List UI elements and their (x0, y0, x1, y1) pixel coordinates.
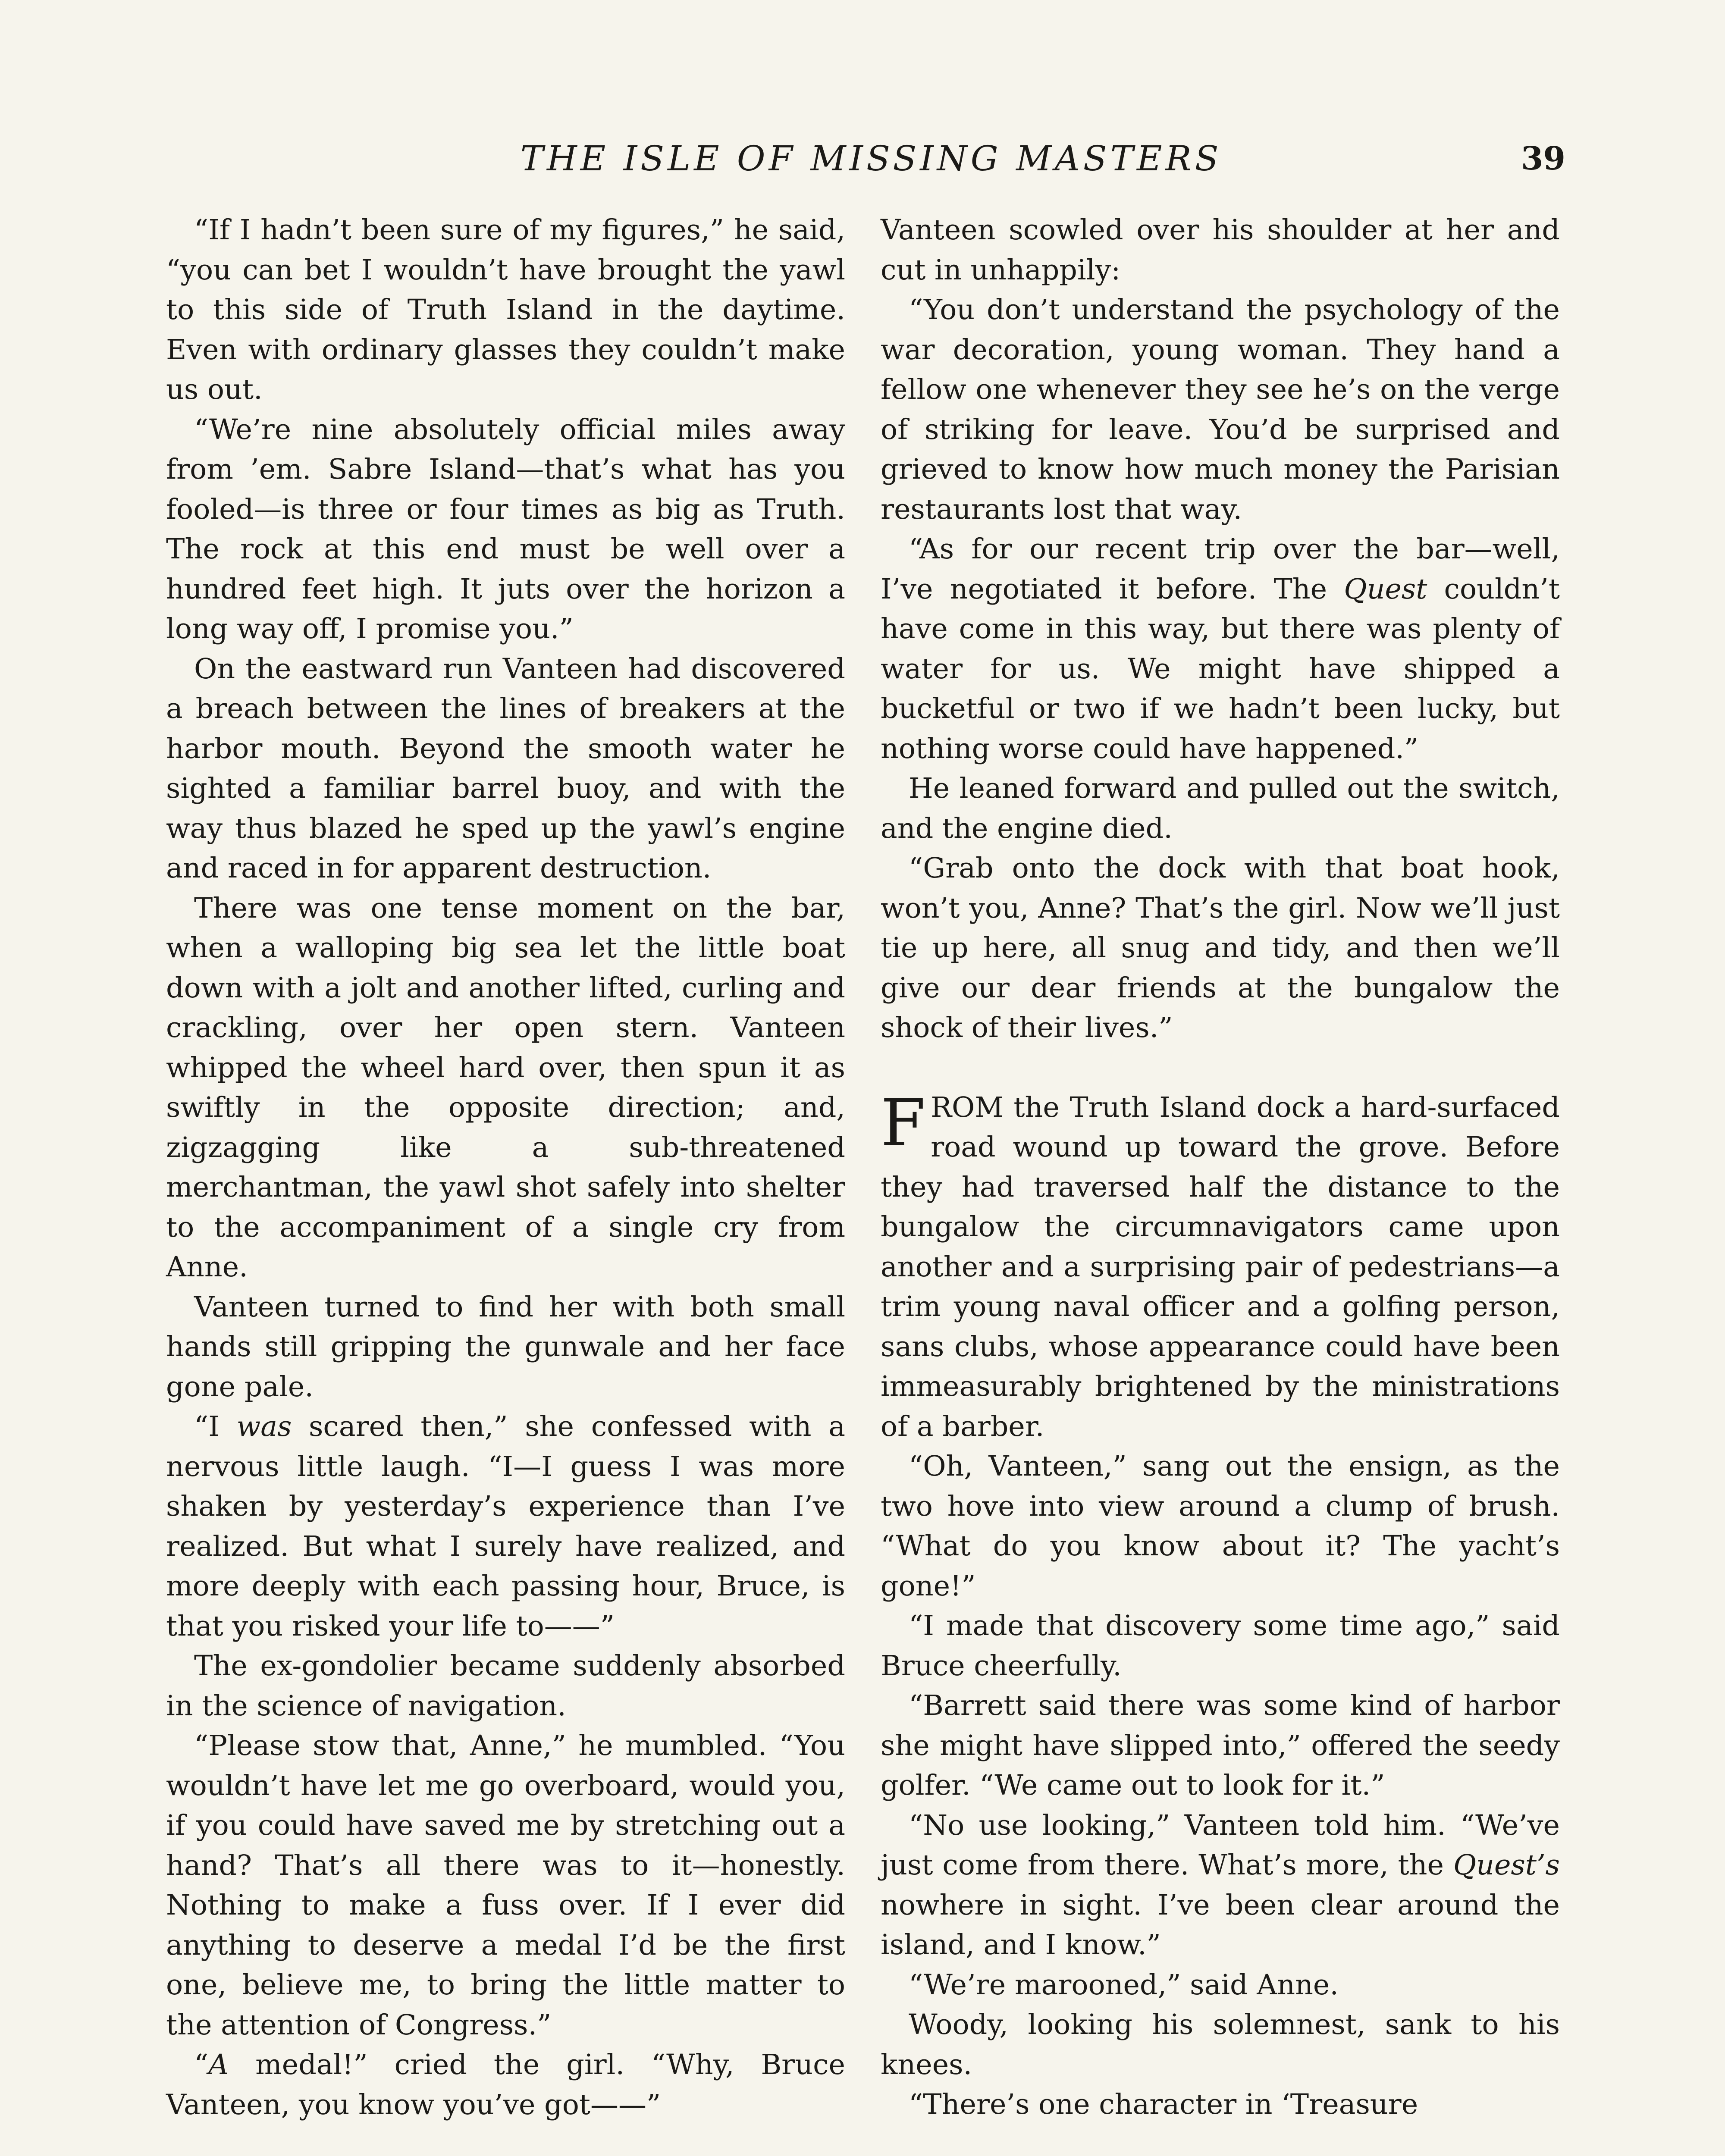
paragraph (166, 1407, 845, 1646)
paragraph: Woody, looking his solemnest, sank to his knees. (881, 2009, 1560, 2081)
section-break (881, 1048, 1560, 1088)
paragraph: “Barrett said there was some kind of harbor she might have slipped into,” offered the seedy golfer. “We came out to look for it.” (881, 1689, 1560, 1802)
paragraph: He leaned forward and pulled out the switch, and the engine died. (881, 772, 1560, 845)
paragraph: Vanteen turned to find her with both small hands still gripping the gunwale and her face gone pale. (166, 1291, 845, 1403)
paragraph: The ex-gondolier became suddenly absorbed in the science of navigation. (166, 1650, 845, 1722)
italic-emphasis: Quest (1344, 573, 1427, 605)
paragraph: On the eastward run Vanteen had discovered a breach between the lines of breakers at the harbor mouth. Beyond the smooth water he sighted a familiar barrel buoy, and with the way thus blazed he sped up the yawl’s engine and raced in for apparent destruction. (166, 652, 845, 884)
paragraph: “We’re marooned,” said Anne. (909, 1968, 1339, 2001)
paragraph: “Grab onto the dock with that boat hook, won’t you, Anne? That’s the girl. Now we’ll just tie up here, all snug and tidy, and then we’ll give our dear friends at the bungalow the shock of their lives.” (881, 852, 1560, 1044)
text-run: nowhere in sight. I’ve been clear around the island, and I know.” (881, 1889, 1560, 1961)
paragraph: “You don’t understand the psychology of the war decoration, young woman. They hand a fellow one whenever they see he’s on the verge of striking for leave. You’d be surprised and grieved to know how much money the Parisian restaurants lost that way. (881, 294, 1560, 526)
text-run: ROM the Truth Island dock a hard-surfaced road wound up toward the grove. Before they had traversed half the distance to the bungalow the circumnavigators came upon another and a surprising pair of pedestrians—a trim young naval officer and a golfing person, sans clubs, whose appearance could have been immeasurably brightened by the ministrations of a barber. (881, 1091, 1560, 1443)
italic-emphasis: was (236, 1410, 292, 1443)
paragraph: “Oh, Vanteen,” sang out the ensign, as the two hove into view around a clump of brush. “What do you know about it? The yacht’s gone!” (881, 1450, 1560, 1602)
page-number: 39 (1521, 140, 1565, 177)
right-column (881, 210, 1560, 2125)
paragraph: There was one tense moment on the bar, when a walloping big sea let the little boat down with a jolt and another lifted, curling and crackling, over her open stern. Vanteen whipped the wheel hard over, then spun it as swiftly in the opposite direction; and, zigzagging like a sub-threatened merchantman, the yawl shot safely into shelter to the accompaniment of a single cry from Anne. (166, 892, 845, 1283)
text-run: couldn’t have come in this way, but there was plenty of water for us. We might have shipped a bucketful or two if we hadn’t been lucky, but nothing worse could have happened.” (881, 573, 1560, 765)
paragraph: “There’s one character in ‘Treasure (909, 2088, 1418, 2121)
paragraph: “I made that discovery some time ago,” said Bruce cheerfully. (881, 1610, 1560, 1682)
section-opening-paragraph (881, 1085, 1560, 1447)
paragraph (881, 530, 1560, 769)
paragraph (881, 1806, 1560, 1965)
text-run: scared then,” she confessed with a nervous little laugh. “I—I guess I was more shaken by yesterday’s experience than I’ve realized. But what I surely have realized, and more deeply with each passing hour, Bruce, is that you risked your life to——” (166, 1410, 845, 1642)
paragraph: “Please stow that, Anne,” he mumbled. “You wouldn’t have let me go overboard, would you, if you could have saved me by stretching out a hand? That’s all there was to it—honestly. Nothing to make a fuss over. If I ever did anything to deserve a medal I’d be the first one, believe me, to bring the little matter to the attention of Congress.” (166, 1730, 845, 2041)
italic-emphasis: A (208, 2049, 229, 2081)
paragraph (166, 2045, 845, 2125)
left-column (166, 210, 845, 2125)
running-title: THE ISLE OF MISSING MASTERS (520, 138, 1222, 179)
paragraph: “If I hadn’t been sure of my figures,” he said, “you can bet I wouldn’t have brought the yawl to this side of Truth Island in the daytime. Even with ordinary glasses they couldn’t make us out. (166, 214, 845, 406)
text-run: “As for our recent trip over the bar—well, I’ve negotiated it before. The (881, 533, 1560, 605)
paragraph: “We’re nine absolutely official miles away from ’em. Sabre Island—that’s what has you fooled—is three or four times as big as Truth. The rock at this end must be well over a hundred feet high. It juts over the horizon a long way off, I promise you.” (166, 413, 845, 645)
text-run: “No use looking,” Vanteen told him. “We’ve just come from there. What’s more, the (881, 1809, 1560, 1881)
italic-emphasis: Quest’s (1453, 1849, 1560, 1881)
text-run: “ (194, 2049, 209, 2081)
text-run: medal!” cried the girl. “Why, Bruce Vanteen, you know you’ve got——” (166, 2049, 845, 2121)
paragraph: Vanteen scowled over his shoulder at her and cut in unhappily: (881, 214, 1560, 286)
text-run: “I (194, 1410, 237, 1443)
drop-cap: F (881, 1085, 926, 1161)
